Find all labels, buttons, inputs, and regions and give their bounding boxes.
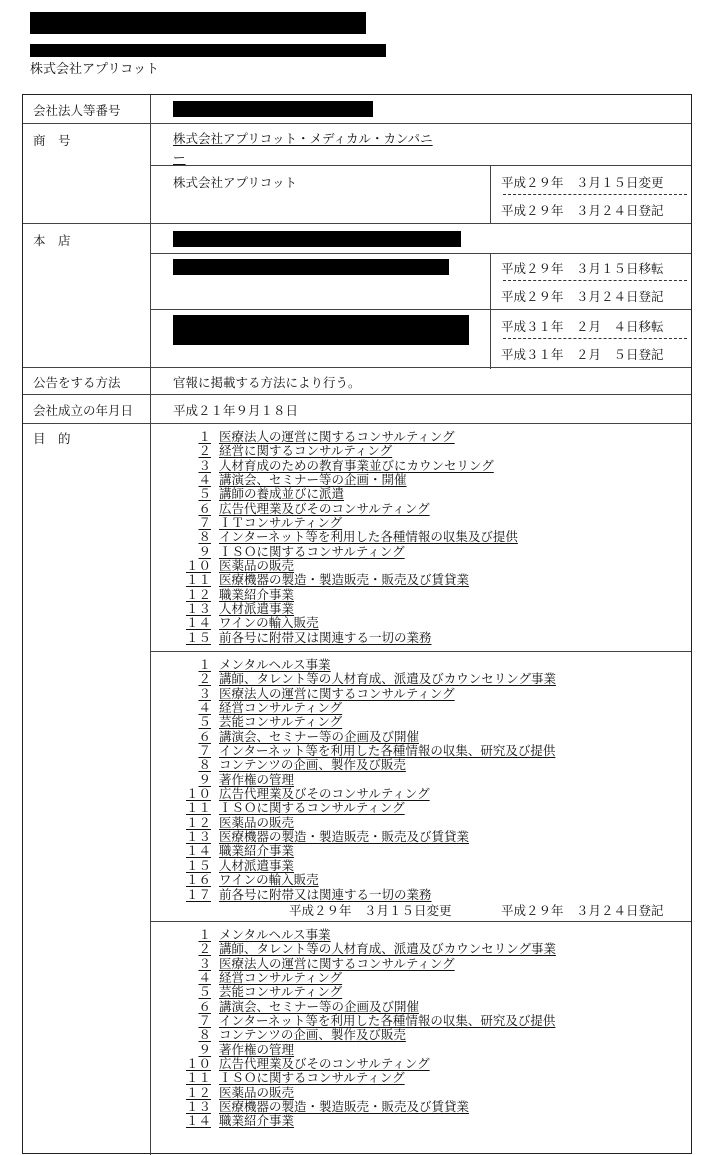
purpose-item-number: ８ <box>198 757 211 773</box>
purpose-item-text: コンテンツの企画、製作及び販売 <box>219 1027 406 1043</box>
entry-divider <box>150 309 691 310</box>
label-purpose: 目 的 <box>33 431 71 446</box>
purpose-item-number: ４ <box>198 970 211 986</box>
purpose-item-text: 芸能コンサルティング <box>219 984 343 1000</box>
purpose-item-number: ３ <box>198 685 211 701</box>
redacted-address-1 <box>173 231 461 247</box>
entry-divider <box>150 921 691 922</box>
trade-name-old-line1: 株式会社アプリコット・メディカル・カンパニ <box>173 131 433 146</box>
purpose-item-text: 職業紹介事業 <box>219 1113 295 1129</box>
purpose-item-number: ９ <box>198 543 211 559</box>
trade-name-old-line2: ー <box>173 150 186 165</box>
established-date-value: 平成２１年９月１８日 <box>173 403 299 418</box>
redacted-address-3 <box>173 315 469 345</box>
label-trade-name: 商 号 <box>33 133 71 148</box>
purpose-item-text: 講師、タレント等の人材育成、派遣及びカウンセリング事業 <box>219 941 556 957</box>
purpose-item-text: 医薬品の販売 <box>219 1084 295 1100</box>
notice-method-value: 官報に掲載する方法により行う。 <box>173 375 361 390</box>
purpose-item-number: １２ <box>185 1084 211 1100</box>
purpose-item-number: ５ <box>198 714 211 730</box>
trade-name-current: 株式会社アプリコット <box>173 175 298 190</box>
purpose-item-text: 医療機器の製造・製造販売・販売及び賃貸業 <box>219 1099 470 1115</box>
purpose-item-number: １１ <box>185 800 211 816</box>
purpose-item-text: 前各号に附帯又は関連する一切の業務 <box>219 629 432 645</box>
purpose-item-text: メンタルヘルス事業 <box>219 927 331 942</box>
label-notice-method: 公告をする方法 <box>33 375 121 390</box>
purpose-item-text: 人材育成のための教育事業並びにカウンセリング <box>219 457 494 473</box>
purpose-item-text: 芸能コンサルティング <box>219 714 343 730</box>
purpose-item-number: １４ <box>185 615 211 631</box>
purpose-item-text: インターネット等を利用した各種情報の収集、研究及び提供 <box>219 743 556 759</box>
purpose-item-text: 医療法人の運営に関するコンサルティング <box>219 429 455 444</box>
purpose-item-number: ５ <box>198 984 211 1000</box>
purpose-item-number: ２ <box>198 941 211 957</box>
label-head-office: 本 店 <box>33 233 71 248</box>
purpose-item-text: 医療機器の製造・製造販売・販売及び賃貸業 <box>219 829 470 845</box>
entry-divider <box>150 651 691 652</box>
purpose-item-number: １３ <box>185 601 211 617</box>
purpose-item-number: ７ <box>198 515 211 531</box>
purpose-item-text: コンテンツの企画、製作及び販売 <box>219 757 406 773</box>
label-established-date: 会社成立の年月日 <box>33 403 134 418</box>
purpose-item-text: 講演会、セミナー等の企画及び開催 <box>219 998 420 1014</box>
purpose-item-number: ８ <box>198 1027 211 1043</box>
purpose-item-text: ワインの輸入販売 <box>219 872 319 888</box>
purpose-item-text: ＩＳＯに関するコンサルティング <box>219 543 405 559</box>
purpose-item-number: ３ <box>198 955 211 971</box>
purpose-item-number: ２ <box>198 671 211 687</box>
row-divider <box>23 423 691 424</box>
purpose-item-number: １ <box>198 927 211 942</box>
purpose-item-text: インターネット等を利用した各種情報の収集及び提供 <box>219 529 518 545</box>
purpose-item-text: 広告代理業及びそのコンサルティング <box>219 786 430 802</box>
purpose-item-text: 経営コンサルティング <box>219 700 343 716</box>
redacted-corp-number <box>173 101 373 117</box>
redacted-subtitle <box>30 44 386 57</box>
purpose-item-text: 医療機器の製造・製造販売・販売及び賃貸業 <box>219 572 470 588</box>
purpose-item-text: 医薬品の販売 <box>219 814 295 830</box>
entry-divider <box>150 165 691 166</box>
row-divider <box>23 367 691 368</box>
purpose-change-date: 平成２９年 ３月１５日変更 <box>289 903 452 918</box>
purpose-item-number: １１ <box>185 572 211 588</box>
date-column-divider <box>490 253 491 369</box>
purpose-item-text: 職業紹介事業 <box>219 843 295 859</box>
purpose-item-text: ワインの輸入販売 <box>219 615 319 631</box>
row-divider <box>23 223 691 224</box>
label-corp-number: 会社法人等番号 <box>33 103 121 118</box>
date-column-divider <box>490 165 491 223</box>
purpose-item-number: １４ <box>185 1113 211 1129</box>
purpose-item-text: 医療法人の運営に関するコンサルティング <box>219 685 455 701</box>
purpose-item-number: １１ <box>185 1070 211 1086</box>
purpose-item-text: 人材派遣事業 <box>219 857 295 873</box>
office-registered-date-2: 平成３１年 ２月 ５日登記 <box>501 347 664 362</box>
purpose-item-text: 講演会、セミナー等の企画・開催 <box>219 472 407 488</box>
purpose-item-number: １２ <box>185 814 211 830</box>
purpose-item-number: １５ <box>185 857 211 873</box>
purpose-item-number: ２ <box>198 443 211 459</box>
purpose-item-number: ６ <box>198 500 211 516</box>
purpose-item-number: ８ <box>198 529 211 545</box>
purpose-item-text: ＩＴコンサルティング <box>219 515 343 531</box>
purpose-item-number: １５ <box>185 629 211 645</box>
purpose-item-text: ＩＳＯに関するコンサルティング <box>219 800 405 816</box>
purpose-item-text: 著作権の管理 <box>219 771 295 787</box>
purpose-item-text: ＩＳＯに関するコンサルティング <box>219 1070 405 1086</box>
purpose-item-number: １３ <box>185 1099 211 1115</box>
purpose-item-number: ９ <box>198 771 211 787</box>
date-dash-divider <box>503 194 687 195</box>
purpose-item-number: １ <box>198 429 211 444</box>
purpose-item-text: 講師の養成並びに派遣 <box>219 486 345 502</box>
purpose-item-number: ３ <box>198 457 211 473</box>
registry-table <box>22 94 692 1154</box>
purpose-item-text: 講師、タレント等の人材育成、派遣及びカウンセリング事業 <box>219 671 556 687</box>
purpose-item-text: 人材派遣事業 <box>219 601 295 617</box>
purpose-item-text: 経営に関するコンサルティング <box>219 443 393 459</box>
purpose-item-text: 医療法人の運営に関するコンサルティング <box>219 955 455 971</box>
label-column-divider <box>150 95 151 1155</box>
row-divider <box>23 394 691 395</box>
purpose-item-number: ７ <box>198 743 211 759</box>
purpose-item-number: １６ <box>185 872 211 888</box>
purpose-item-text: 経営コンサルティング <box>219 970 343 986</box>
purpose-item-text: 広告代理業及びそのコンサルティング <box>219 500 430 516</box>
entry-divider <box>150 253 691 254</box>
office-move-date-2: 平成３１年 ２月 ４日移転 <box>501 319 664 334</box>
purpose-item-number: １０ <box>185 1056 211 1072</box>
purpose-item-text: 職業紹介事業 <box>219 586 295 602</box>
purpose-item-text: インターネット等を利用した各種情報の収集、研究及び提供 <box>219 1013 556 1029</box>
redacted-address-2 <box>173 259 449 275</box>
office-move-date-1: 平成２９年 ３月１５日移転 <box>501 261 664 276</box>
purpose-item-text: 前各号に附帯又は関連する一切の業務 <box>219 886 432 902</box>
purpose-item-number: １０ <box>185 786 211 802</box>
purpose-item-number: ４ <box>198 472 211 488</box>
purpose-item-number: ６ <box>198 728 211 744</box>
purpose-item-number: ４ <box>198 700 211 716</box>
purpose-item-text: 著作権の管理 <box>219 1041 295 1057</box>
purpose-item-text: メンタルヘルス事業 <box>219 657 331 672</box>
purpose-item-number: １２ <box>185 586 211 602</box>
purpose-item-text: 講演会、セミナー等の企画及び開催 <box>219 728 420 744</box>
date-dash-divider <box>503 338 687 339</box>
purpose-item-number: ９ <box>198 1041 211 1057</box>
purpose-item-number: ６ <box>198 998 211 1014</box>
purpose-item-number: ５ <box>198 486 211 502</box>
office-registered-date-1: 平成２９年 ３月２４日登記 <box>501 289 664 304</box>
purpose-registered-date: 平成２９年 ３月２４日登記 <box>501 903 664 918</box>
trade-name-registered-date: 平成２９年 ３月２４日登記 <box>501 203 664 218</box>
purpose-item-number: １７ <box>185 886 211 902</box>
trade-name-change-date: 平成２９年 ３月１５日変更 <box>501 175 664 190</box>
purpose-item-number: ７ <box>198 1013 211 1029</box>
purpose-item-number: １３ <box>185 829 211 845</box>
redacted-title <box>30 12 366 34</box>
purpose-item-text: 広告代理業及びそのコンサルティング <box>219 1056 430 1072</box>
company-name-header: 株式会社アプリコット <box>30 62 159 77</box>
purpose-item-number: １４ <box>185 843 211 859</box>
purpose-item-number: １ <box>198 657 211 672</box>
purpose-item-number: １０ <box>185 558 211 574</box>
date-dash-divider <box>503 280 687 281</box>
purpose-item-text: 医薬品の販売 <box>219 558 295 574</box>
row-divider <box>23 123 691 124</box>
